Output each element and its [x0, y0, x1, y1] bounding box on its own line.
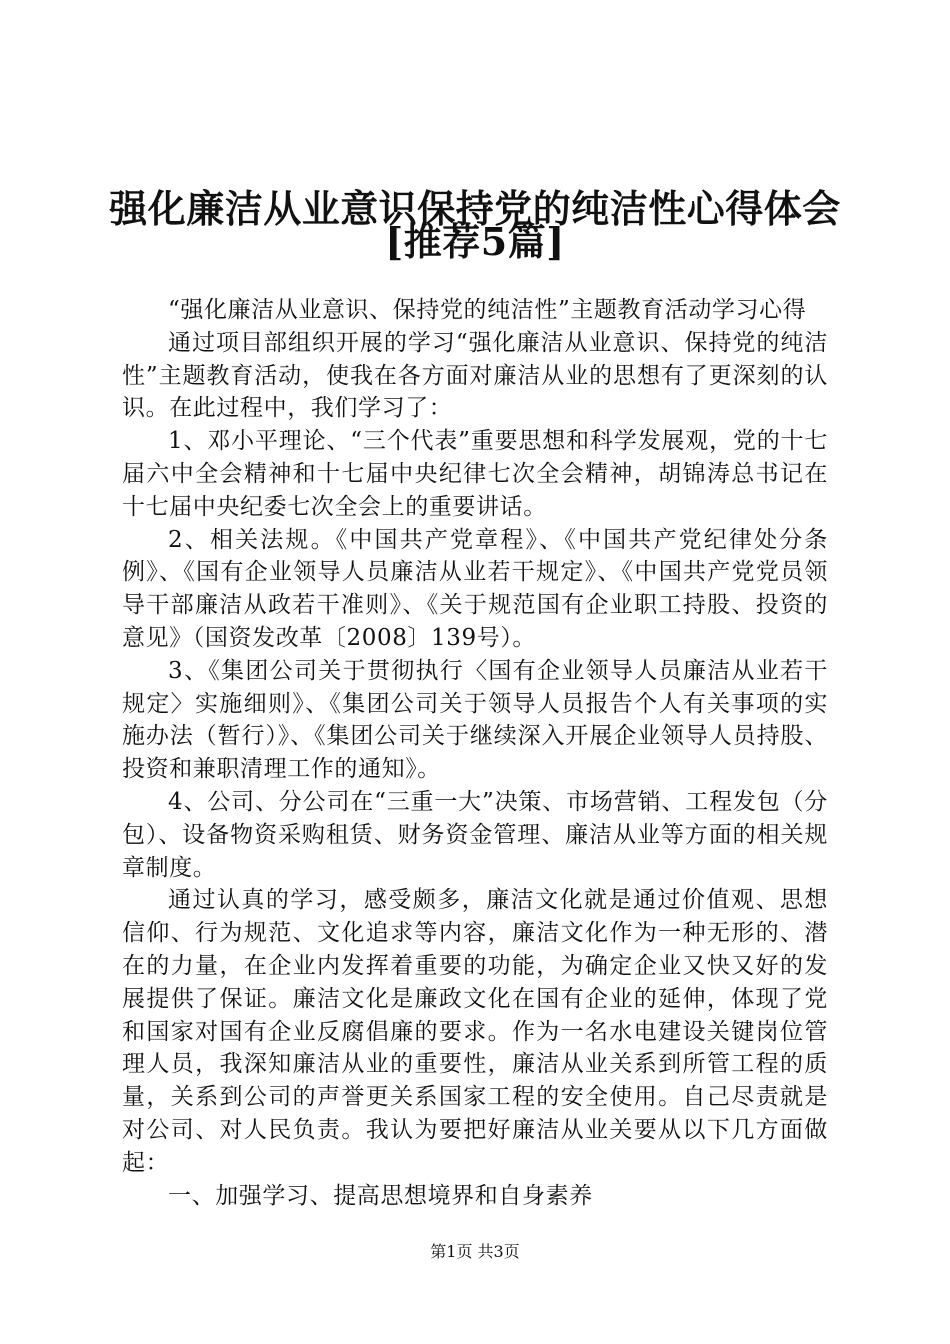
page-footer: 第1页 共3页 — [430, 1242, 520, 1261]
paragraph-intro: 通过项目部组织开展的学习“强化廉洁从业意识、保持党的纯洁性”主题教育活动，使我在各方面对廉洁从业的思想有了更深刻的认识。在此过程中，我们学习了： — [122, 329, 828, 422]
document-title-line1: 强化廉洁从业意识保持党的纯洁性心得体会 — [109, 186, 841, 231]
document-title-line2: [推荐5篇] — [385, 219, 565, 264]
document-body — [122, 294, 828, 1212]
paragraph-item-4: 4、公司、分公司在“三重一大”决策、市场营销、工程发包（分包）、设备物资采购租赁、财务资金管理、廉洁从业等方面的相关规章制度。 — [122, 788, 828, 881]
paragraph-item-3: 3、《集团公司关于贯彻执行〈国有企业领导人员廉洁从业若干规定〉实施细则》、《集团公司关于领导人员报告个人有关事项的实施办法（暂行）》、《集团公司关于继续深入开展企业领导人员持股、投资和兼职清理工作的通知》。 — [122, 657, 828, 783]
paragraph-item-2: 2、相关法规。《中国共产党章程》、《中国共产党纪律处分条例》、《国有企业领导人员廉洁从业若干规定》、《中国共产党党员领导干部廉洁从政若干准则》、《关于规范国有企业职工持股、投资的意见》（国资发改革〔2008〕139号）。 — [122, 526, 828, 651]
paragraph-subtitle: “强化廉洁从业意识、保持党的纯洁性”主题教育活动学习心得 — [168, 297, 807, 323]
section-heading-1: 一、加强学习、提高思想境界和自身素养 — [168, 1182, 593, 1209]
paragraph-item-1: 1、邓小平理论、“三个代表”重要思想和科学发展观，党的十七届六中全会精神和十七届中央纪律七次全会精神，胡锦涛总书记在十七届中央纪委七次全会上的重要讲话。 — [122, 428, 828, 520]
paragraph-reflection: 通过认真的学习，感受颇多，廉洁文化就是通过价值观、思想信仰、行为规范、文化追求等内容，廉洁文化作为一种无形的、潜在的力量，在企业内发挥着重要的功能，为确定企业又快又好的发展提供了保证。廉洁文化是廉政文化在国有企业的延伸，体现了党和国家对国有企业反腐倡廉的要求。作为一名水电建设关键岗位管理人员，我深知廉洁从业的重要性，廉洁从业关系到所管工程的质量，关系到公司的声誉更关系国家工程的安全使用。自己尽责就是对公司、对人民负责。我认为要把好廉洁从业关要从以下几方面做起： — [122, 887, 828, 1176]
